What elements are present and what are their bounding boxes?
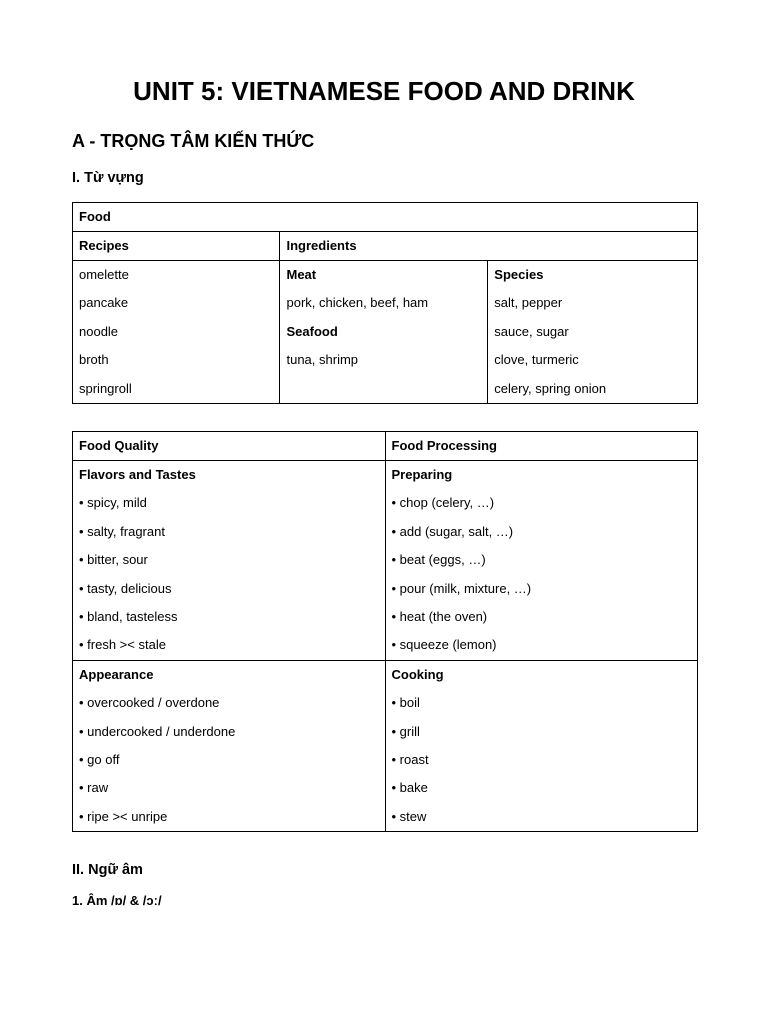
ingredients-header: Ingredients — [280, 232, 698, 261]
meat-items: pork, chicken, beef, ham — [286, 295, 429, 311]
list-item: • undercooked / underdone — [79, 723, 236, 739]
list-item: springroll — [79, 380, 132, 396]
list-item: • stew — [391, 808, 427, 824]
food-vocabulary-table — [72, 202, 698, 404]
species-cell — [488, 261, 698, 404]
appearance-cell — [73, 660, 386, 831]
page-title: UNIT 5: VIETNAMESE FOOD AND DRINK — [133, 76, 635, 106]
cooking-label: Cooking — [391, 666, 444, 682]
table-row — [73, 232, 698, 261]
list-item: • bitter, sour — [79, 552, 148, 568]
food-quality-processing-table — [72, 431, 698, 832]
preparing-cell — [385, 461, 697, 661]
list-item: • beat (eggs, …) — [391, 552, 486, 568]
recipes-header: Recipes — [73, 232, 280, 261]
species-label: Species — [494, 267, 544, 282]
meat-label: Meat — [286, 267, 317, 282]
list-item: noodle — [79, 323, 119, 339]
cooking-cell — [385, 660, 697, 831]
recipes-cell — [73, 261, 280, 404]
meat-seafood-cell — [280, 261, 488, 404]
table-row — [73, 660, 698, 831]
list-item: clove, turmeric — [494, 352, 579, 368]
list-item: omelette — [79, 267, 129, 282]
table-row — [73, 203, 698, 232]
list-item: broth — [79, 352, 109, 368]
list-item: • raw — [79, 780, 109, 796]
list-item: • go off — [79, 751, 120, 767]
list-item: • heat (the oven) — [391, 608, 488, 624]
list-item: • fresh >< stale — [79, 637, 166, 653]
list-item: pancake — [79, 295, 129, 311]
seafood-items: tuna, shrimp — [286, 352, 359, 368]
list-item: • roast — [391, 751, 429, 767]
list-item: sauce, sugar — [494, 323, 569, 339]
food-quality-header: Food Quality — [73, 432, 386, 461]
list-item: • add (sugar, salt, …) — [391, 523, 514, 539]
list-item: • salty, fragrant — [79, 523, 165, 539]
table-row — [73, 432, 698, 461]
section-a-heading: A - TRỌNG TÂM KIẾN THỨC — [72, 131, 315, 151]
list-item: • squeeze (lemon) — [391, 637, 497, 653]
list-item: • overcooked / overdone — [79, 695, 220, 711]
list-item: • spicy, mild — [79, 495, 147, 511]
food-header: Food — [73, 203, 698, 232]
flavors-label: Flavors and Tastes — [79, 467, 196, 482]
list-item: salt, pepper — [494, 295, 563, 311]
flavors-cell — [73, 461, 386, 661]
seafood-label: Seafood — [286, 323, 338, 339]
section-i-heading: I. Từ vựng — [72, 170, 144, 186]
list-item: • pour (milk, mixture, …) — [391, 580, 532, 596]
appearance-label: Appearance — [79, 666, 154, 682]
list-item: celery, spring onion — [494, 380, 607, 396]
list-item: • ripe >< unripe — [79, 808, 168, 824]
list-item: • chop (celery, …) — [391, 495, 495, 511]
food-processing-header: Food Processing — [385, 432, 697, 461]
section-ii-1-heading: 1. Âm /ɒ/ & /ɔː/ — [72, 893, 162, 908]
table-row — [73, 461, 698, 661]
section-ii-heading: II. Ngữ âm — [72, 862, 143, 878]
list-item: • boil — [391, 695, 420, 711]
list-item: • bland, tasteless — [79, 608, 178, 624]
table-row — [73, 261, 698, 404]
list-item: • bake — [391, 780, 428, 796]
list-item: • grill — [391, 723, 420, 739]
list-item: • tasty, delicious — [79, 580, 172, 596]
preparing-label: Preparing — [391, 467, 453, 482]
